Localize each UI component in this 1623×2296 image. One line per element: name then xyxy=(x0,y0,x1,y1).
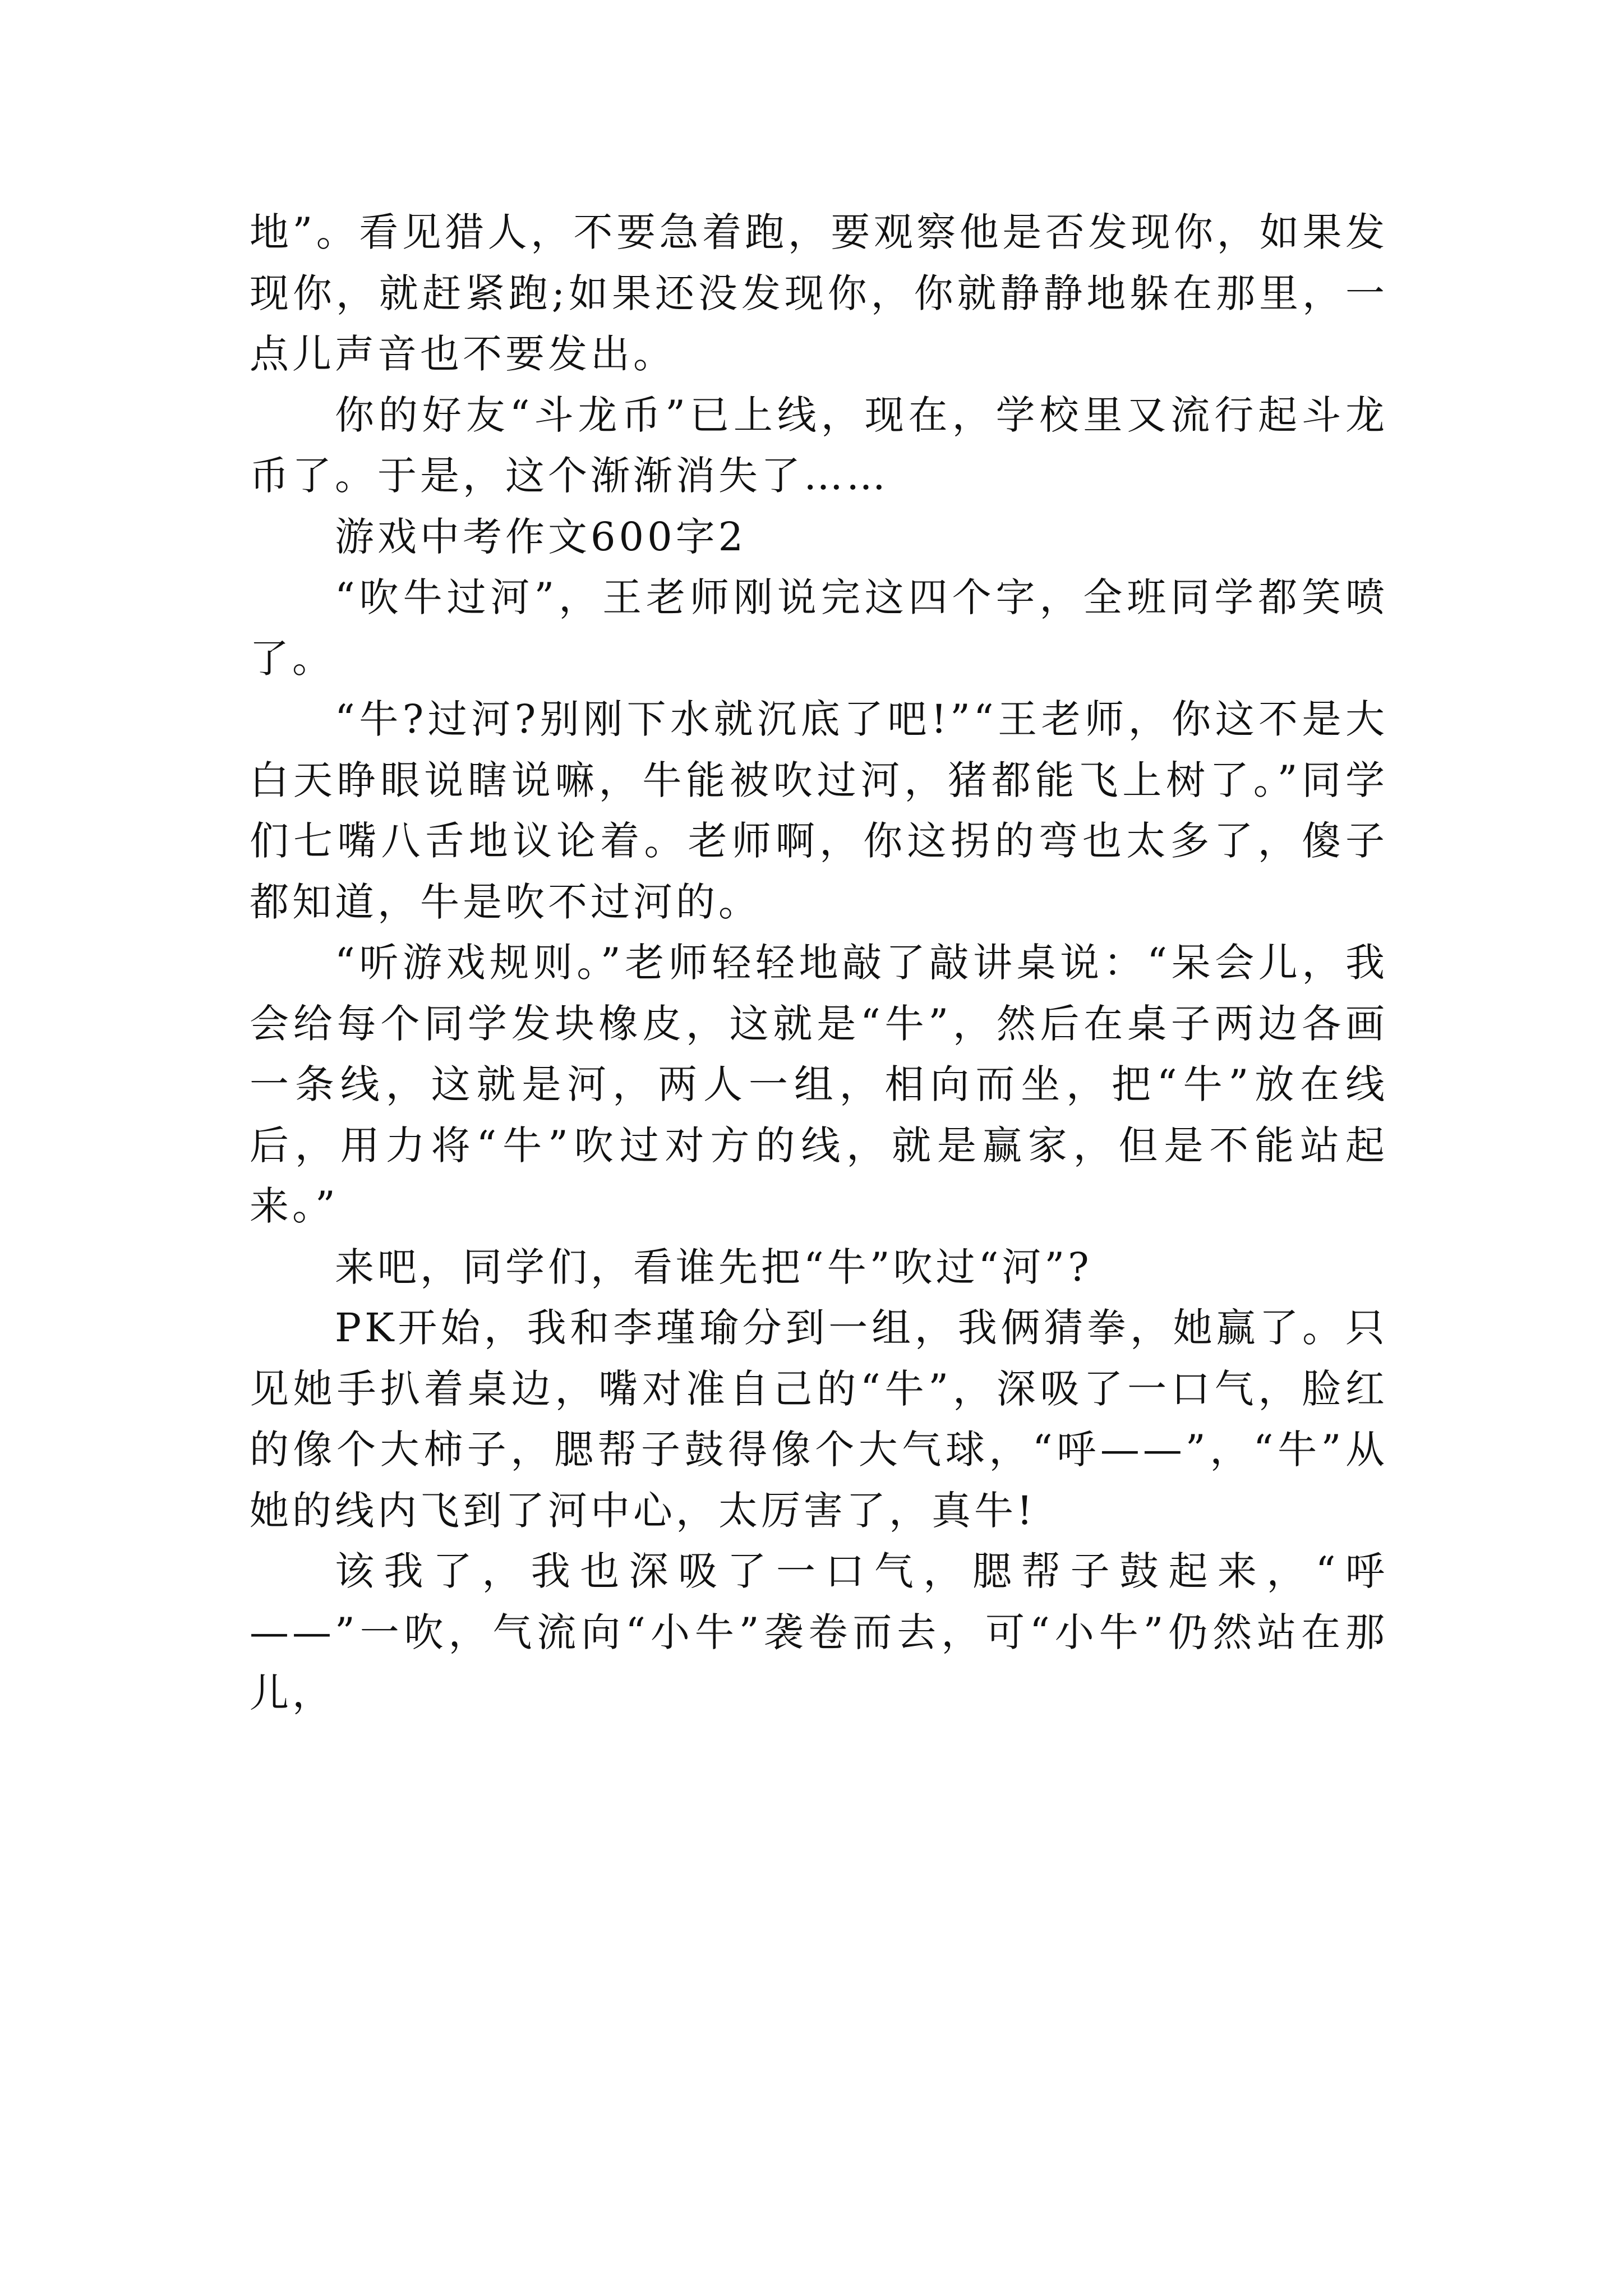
paragraph-8: 该我了，我也深吸了一口气，腮帮子鼓起来，“呼——”一吹，气流向“小牛”袭卷而去，可“小牛”仍然站在那儿， xyxy=(250,1548,1388,1716)
paragraph-5: “听游戏规则。”老师轻轻地敲了敲讲桌说：“呆会儿，我会给每个同学发块橡皮，这就是“牛”，然后在桌子两边各画一条线，这就是河，两人一组，相向而坐，把“牛”放在线后，用力将“牛”吹过对方的线，就是赢家，但是不能站起来。” xyxy=(250,940,1388,1229)
paragraph-6: 来吧，同学们，看谁先把“牛”吹过“河”? xyxy=(335,1244,1092,1290)
paragraph-3: “吹牛过河”，王老师刚说完这四个字，全班同学都笑喷了。 xyxy=(250,574,1388,682)
essay-body xyxy=(250,202,1388,1724)
paragraph-7: PK开始，我和李瑾瑜分到一组，我俩猜拳，她赢了。只见她手扒着桌边，嘴对准自己的“牛”，深吸了一口气，脸红的像个大柿子，腮帮子鼓得像个大气球，“呼——”，“牛”从她的线内飞到了河中心，太厉害了，真牛! xyxy=(250,1305,1388,1534)
paragraph-1: 地”。看见猎人，不要急着跑，要观察他是否发现你，如果发现你，就赶紧跑;如果还没发现你，你就静静地躲在那里，一点儿声音也不要发出。 xyxy=(250,209,1388,377)
section-heading: 游戏中考作文600字2 xyxy=(335,513,747,560)
paragraph-4: “牛?过河?别刚下水就沉底了吧!”“王老师，你这不是大白天睁眼说瞎说嘛，牛能被吹过河，猪都能飞上树了。”同学们七嘴八舌地议论着。老师啊，你这拐的弯也太多了，傻子都知道，牛是吹不过河的。 xyxy=(250,696,1388,925)
paragraph-2: 你的好友“斗龙币”已上线，现在，学校里又流行起斗龙币了。于是，这个渐渐消失了…… xyxy=(250,392,1388,499)
